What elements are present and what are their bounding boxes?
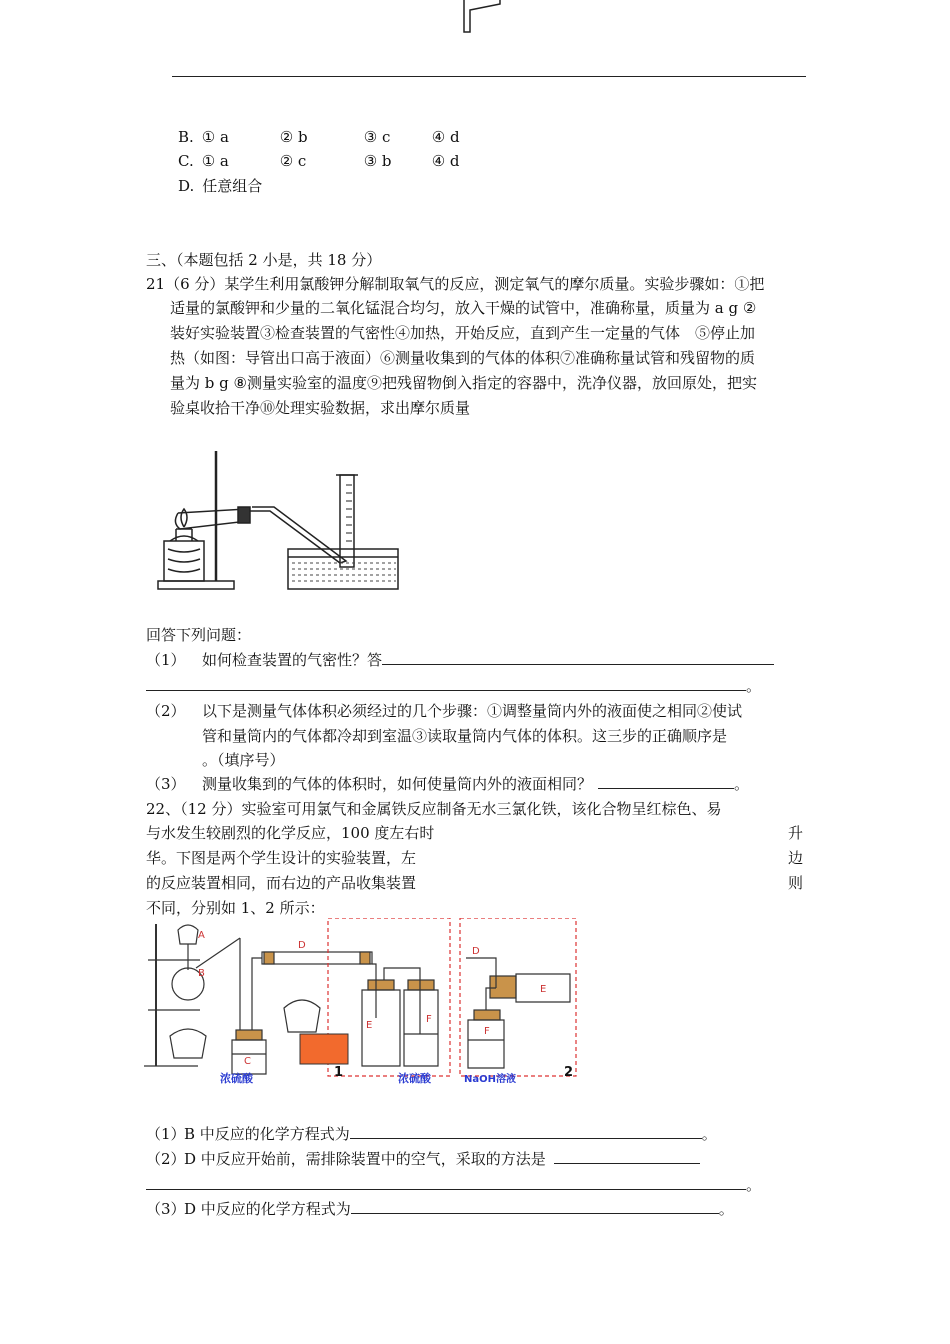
- label-e2: E: [540, 984, 547, 995]
- q21-line-5: 量为 b g ⑧测量实验室的温度⑨把残留物倒入指定的容器中，洗净仪器，放回原处，把实: [170, 374, 757, 392]
- q22-line-1: 22、（12 分）实验室可用氯气和金属铁反应制备无水三氯化铁，该化合物呈红棕色、易: [146, 800, 722, 818]
- answer-blank[interactable]: [350, 1124, 702, 1139]
- label-a: A: [198, 930, 205, 941]
- answer-intro: 回答下列问题：: [146, 626, 252, 644]
- oxygen-apparatus-figure: [150, 445, 410, 595]
- answer-blank[interactable]: [146, 676, 746, 691]
- label-d: D: [298, 940, 306, 951]
- q22-line-3-right: 边: [788, 849, 804, 867]
- q22-sub2-cont: 。: [146, 1175, 761, 1195]
- q21-sub2-line2: 管和量筒内的气体都冷却到室温③读取量筒内气体的体积。这三步的正确顺序是: [202, 727, 728, 745]
- label-e1: E: [366, 1020, 373, 1031]
- q22-sub3: （3）D 中反应的化学方程式为 。: [146, 1200, 734, 1218]
- q21-sub1-cont: 。: [146, 676, 761, 696]
- q22-line-4-right: 则: [788, 874, 804, 892]
- q21-sub1: （1） 如何检查装置的气密性？答: [146, 650, 774, 670]
- label-f1: F: [426, 1014, 432, 1025]
- answer-blank[interactable]: [351, 1199, 719, 1214]
- label-naoh: NaOH溶液: [464, 1074, 516, 1084]
- q21-line-1: 21（6 分）某学生利用氯酸钾分解制取氧气的反应，测定氧气的摩尔质量。实验步骤如：①把: [146, 275, 765, 293]
- q22-line-2-right: 升: [788, 824, 804, 842]
- label-setup-1: 1: [334, 1065, 344, 1080]
- answer-blank[interactable]: [554, 1149, 700, 1164]
- header-rule: [172, 76, 806, 77]
- q22-sub1: （1）B 中反应的化学方程式为 。: [146, 1125, 717, 1143]
- answer-blank[interactable]: [382, 650, 774, 665]
- q21-line-3: 装好实验装置③检查装置的气密性④加热，开始反应，直到产生一定量的气体 ⑤停止加: [170, 324, 756, 342]
- section-heading: 三、（本题包括 2 小是，共 18 分）: [146, 251, 382, 269]
- q22-line-2: 与水发生较剧烈的化学反应，100 度左右时: [146, 824, 435, 842]
- label-acid-1: 浓硫酸: [220, 1072, 253, 1084]
- q21-line-4: 热（如图：导管出口高于液面）⑥测量收集到的气体的体积⑦准确称量试管和残留物的质: [170, 349, 756, 367]
- answer-blank[interactable]: [598, 774, 734, 789]
- q21-sub2-line3: 。（填序号）: [202, 751, 285, 769]
- label-f2: F: [484, 1026, 490, 1037]
- label-c: C: [244, 1056, 251, 1067]
- label-setup-2: 2: [564, 1065, 574, 1080]
- answer-blank[interactable]: [146, 1175, 746, 1190]
- label-b: B: [198, 968, 205, 979]
- q21-sub3: （3） 测量收集到的气体的体积时，如何使量筒内外的液面相同？ 。: [146, 775, 750, 793]
- choice-b: B. ① a ② b ③ c ④ d: [178, 128, 460, 146]
- choice-c: C. ① a ② c ③ b ④ d: [178, 152, 460, 170]
- q21-line-2: 适量的氯酸钾和少量的二氧化锰混合均匀，放入干燥的试管中，准确称量，质量为 a g ②: [170, 299, 757, 317]
- label-d2: D: [472, 946, 480, 957]
- q22-sub2: （2）D 中反应开始前，需排除装置中的空气，采取的方法是: [146, 1149, 700, 1169]
- q22-line-5: 不同，分别如 1、2 所示：: [146, 899, 325, 917]
- q22-line-4: 的反应装置相同，而右边的产品收集装置: [146, 874, 417, 892]
- q22-line-3: 华。下图是两个学生设计的实验装置，左: [146, 849, 417, 867]
- q21-sub2-line1: （2） 以下是测量气体体积必须经过的几个步骤：①调整量筒内外的液面使之相同②使试: [146, 702, 743, 720]
- fecl3-apparatus-figure: [140, 918, 580, 1084]
- q21-line-6: 验桌收拾干净⑩处理实验数据，求出摩尔质量: [170, 399, 471, 417]
- tube-fragment: [460, 0, 506, 36]
- choice-d: D. 任意组合: [178, 177, 263, 195]
- label-acid-2: 浓硫酸: [398, 1072, 431, 1084]
